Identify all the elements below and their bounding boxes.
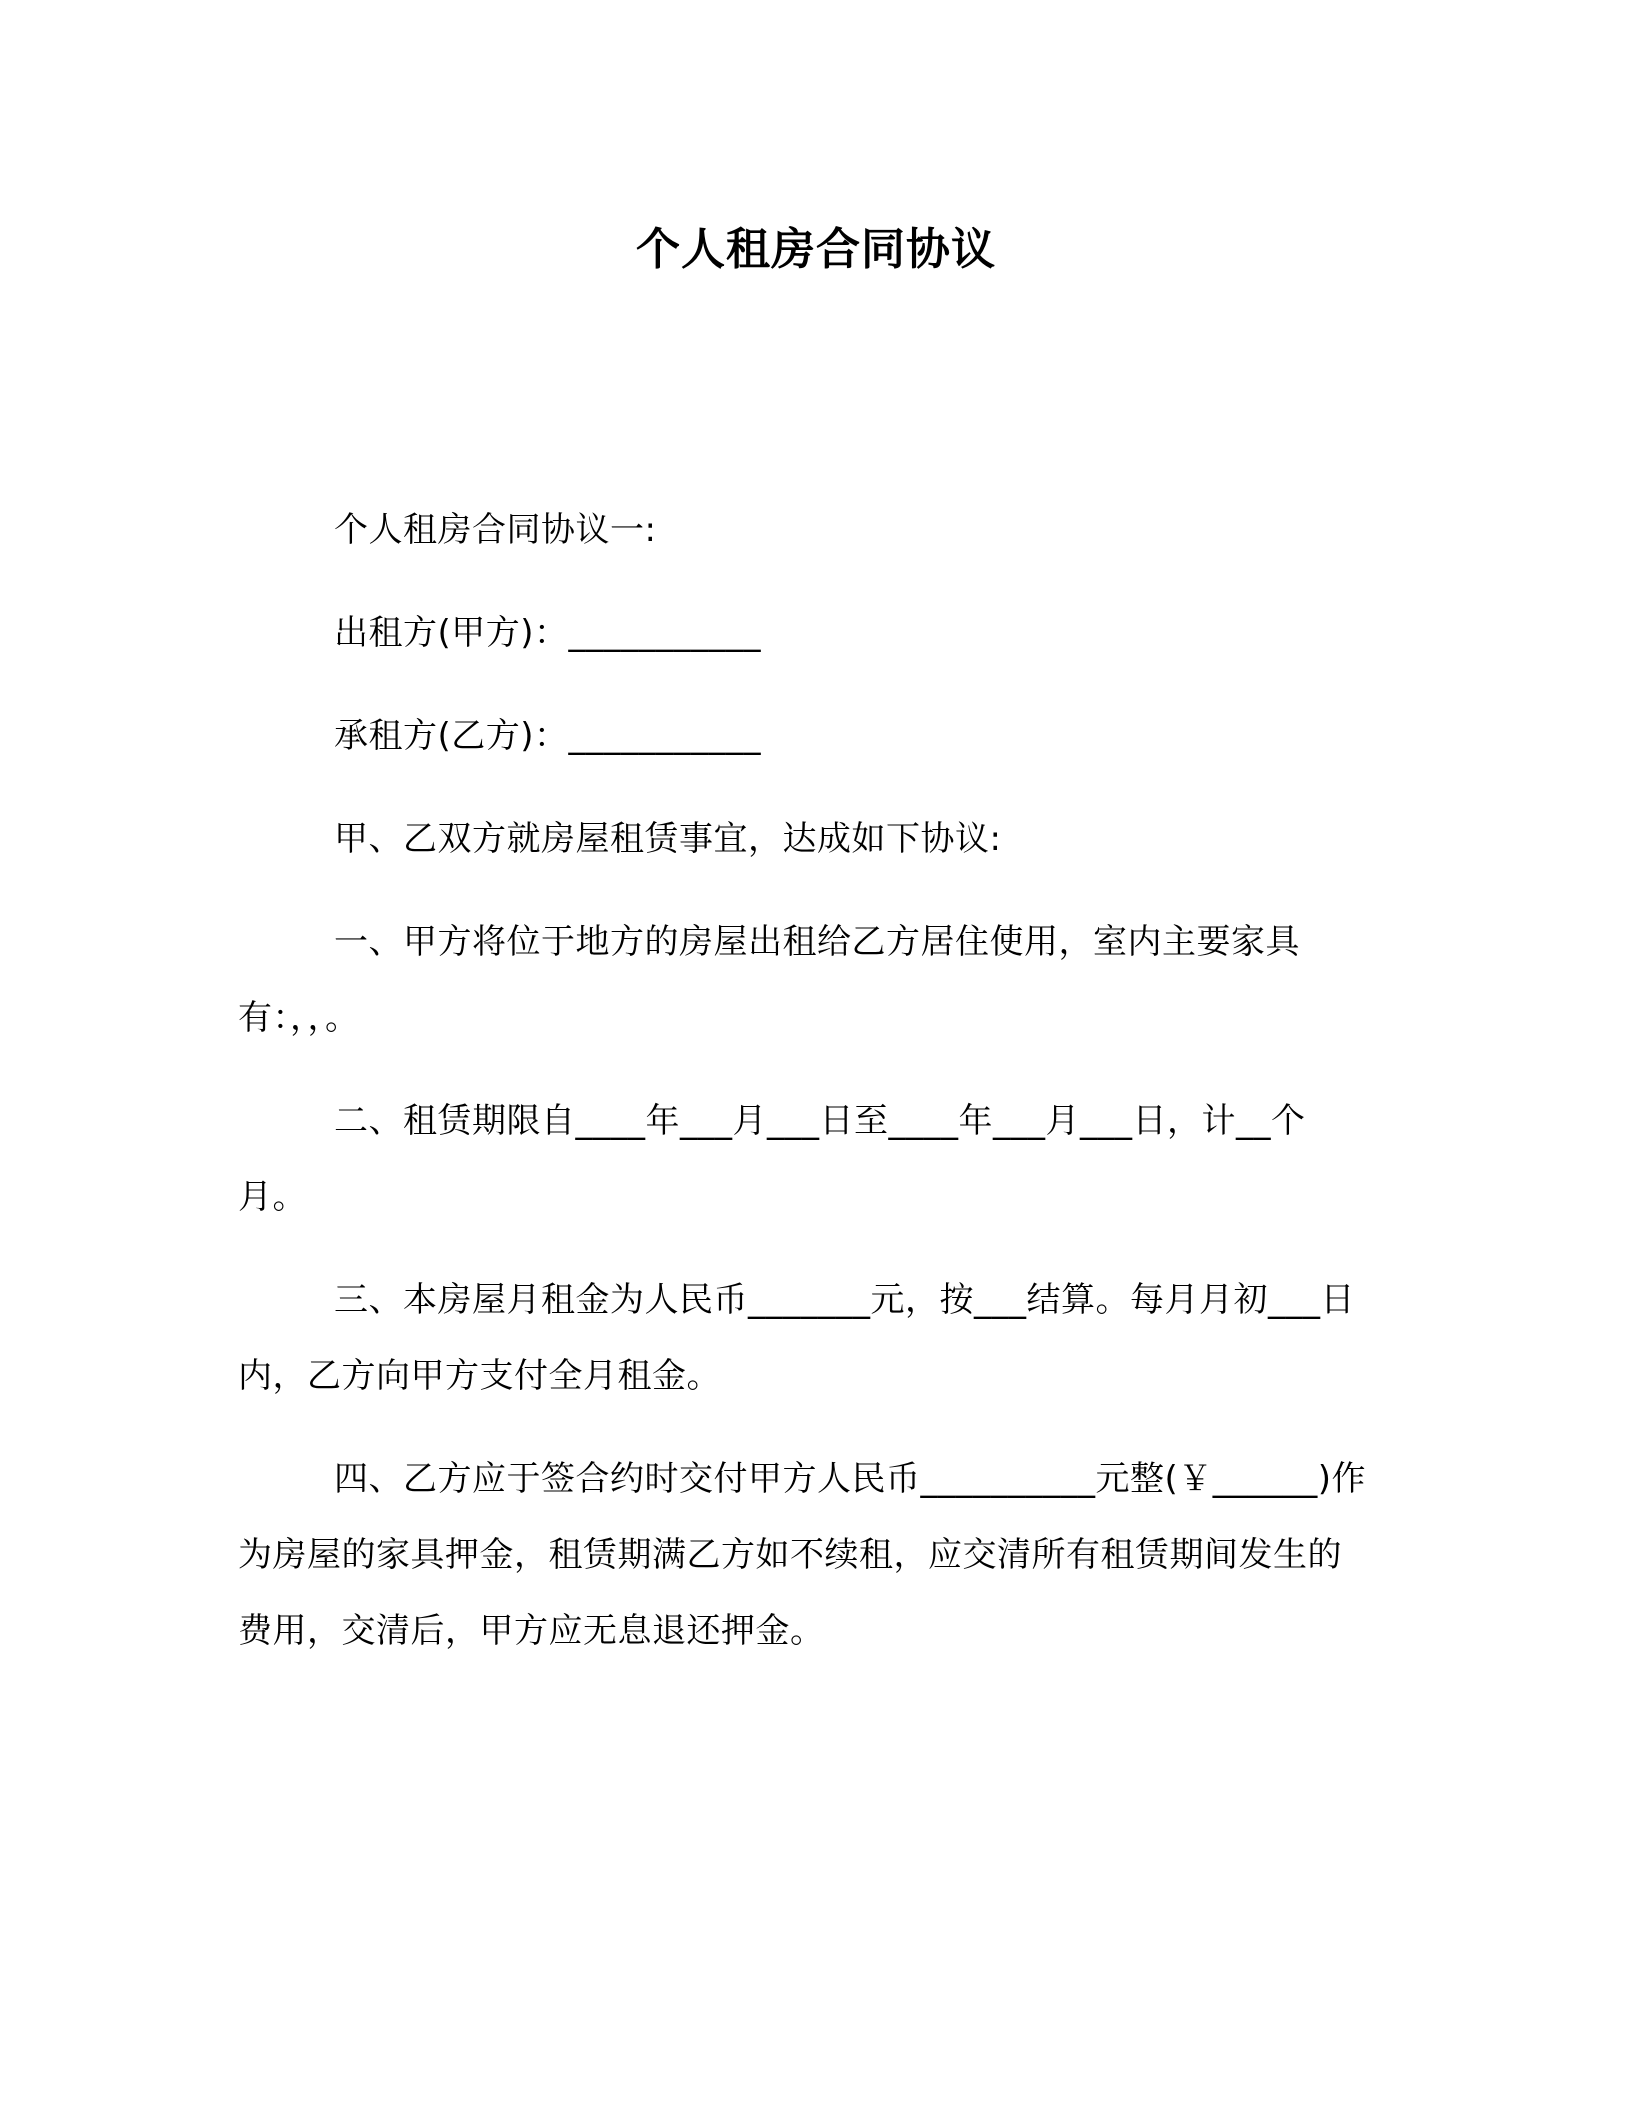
- agreement-intro: 甲、乙双方就房屋租赁事宜，达成如下协议:: [334, 819, 1002, 859]
- clause-3: 三、本房屋月租金为人民币_______元，按___结算。每月月初___日内，乙方向甲方支付全月租金。: [238, 1280, 1355, 1396]
- clause-4: 四、乙方应于签合约时交付甲方人民币__________元整(￥______)作为房屋的家具押金，租赁期满乙方如不续租，应交清所有租赁期间发生的费用，交清后，甲方应无息退还押金。: [238, 1459, 1367, 1651]
- lessee-field: 承租方(乙方)：___________: [334, 716, 762, 756]
- document-title: 个人租房合同协议: [636, 224, 996, 275]
- document-body: [238, 492, 1374, 1696]
- clause-2: 二、租赁期限自____年___月___日至____年___月___日，计__个月。: [238, 1101, 1306, 1217]
- lessor-field: 出租方(甲方)：___________: [334, 613, 762, 653]
- clause-1: 一、甲方将位于地方的房屋出租给乙方居住使用，室内主要家具有：，，。: [238, 922, 1300, 1038]
- section-heading: 个人租房合同协议一:: [334, 510, 657, 550]
